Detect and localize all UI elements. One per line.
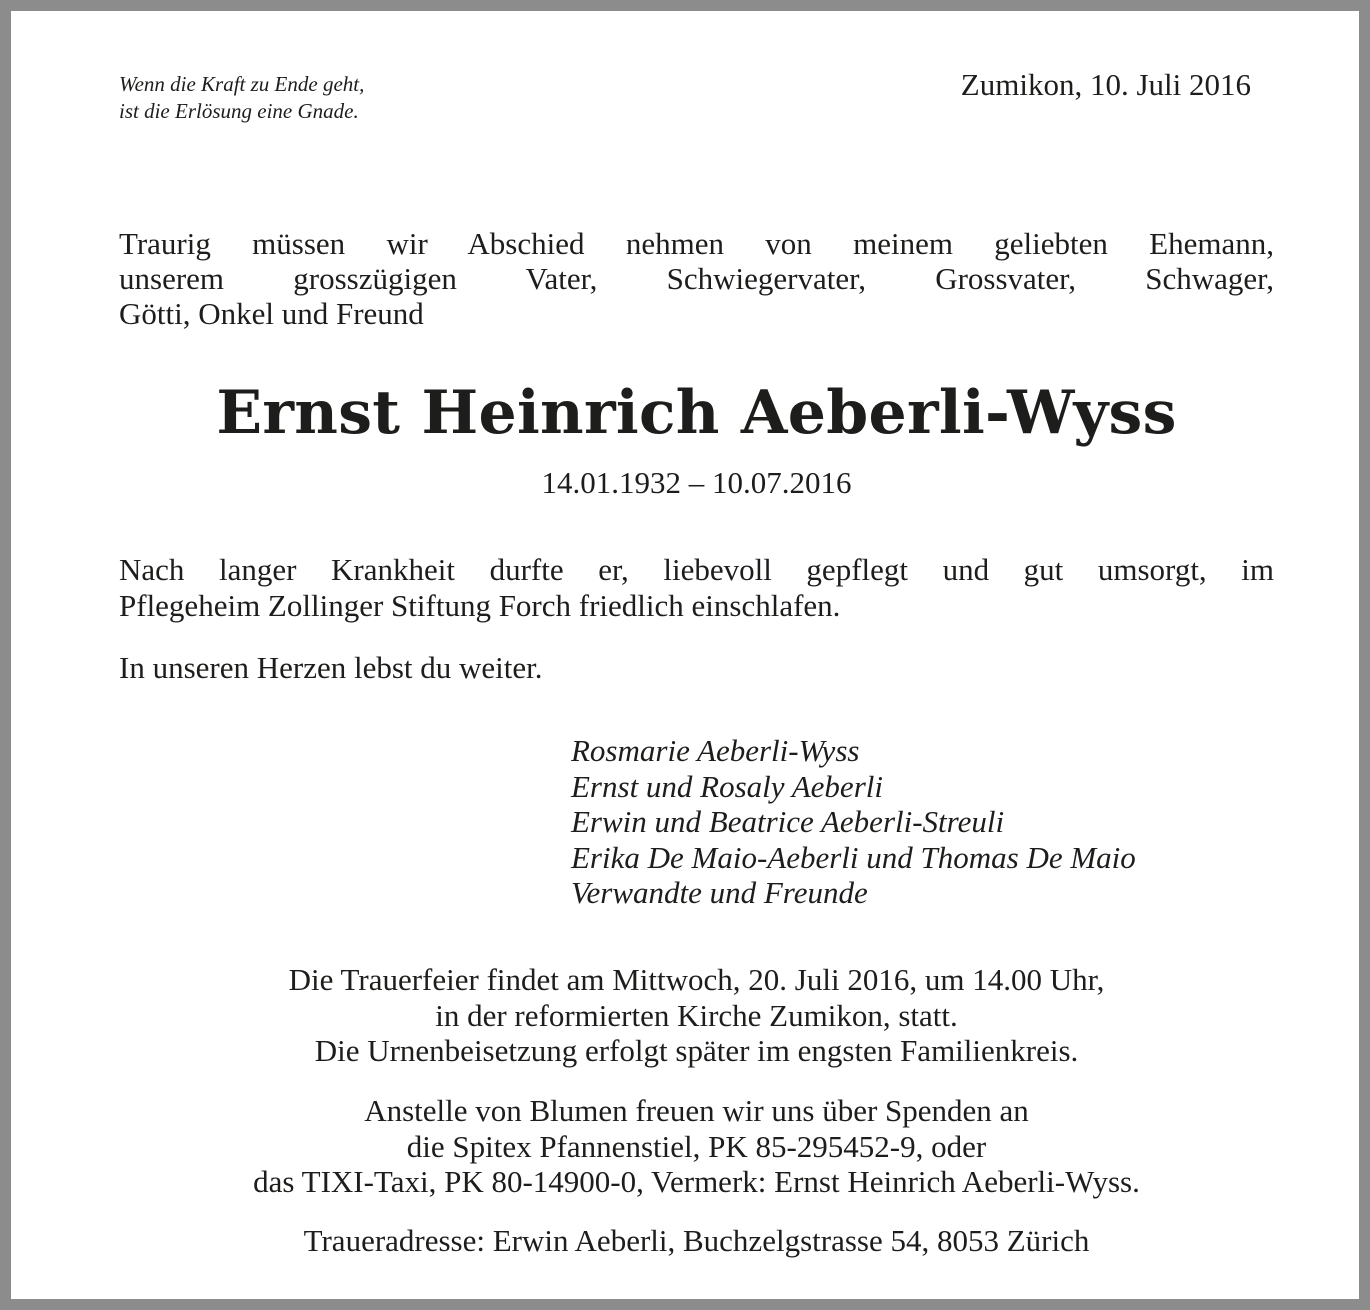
ceremony-line-3: Die Urnenbeisetzung erfolgt später im engsten Familienkreis. bbox=[314, 1033, 1079, 1068]
mourner-name: Erika De Maio-Aeberli und Thomas De Maio bbox=[571, 839, 1136, 875]
ceremony-line-2: in der reformierten Kirche Zumikon, statt. bbox=[435, 997, 958, 1033]
intro-line-3: Götti, Onkel und Freund bbox=[119, 296, 424, 331]
intro-line-1: Traurig müssen wir Abschied nehmen von meinem geliebten Ehemann, bbox=[119, 226, 1274, 261]
motto-line-1: Wenn die Kraft zu Ende geht, bbox=[119, 72, 365, 96]
motto-line-2: ist die Erlösung eine Gnade. bbox=[119, 99, 359, 123]
donation-line-1: Anstelle von Blumen freuen wir uns über Spenden an bbox=[364, 1093, 1029, 1128]
message-paragraph bbox=[119, 552, 1274, 624]
mourner-name: Erwin und Beatrice Aeberli-Streuli bbox=[571, 804, 1005, 839]
message-line-1: Nach langer Krankheit durfte er, liebevoll gepflegt und gut umsorgt, im bbox=[119, 552, 1274, 587]
ceremony-line-1: Die Trauerfeier findet am Mittwoch, 20. Juli 2016, um 14.00 Uhr, bbox=[288, 962, 1105, 997]
closing-line: In unseren Herzen lebst du weiter. bbox=[119, 650, 543, 685]
deceased-name: Ernst Heinrich Aeberli-Wyss bbox=[216, 378, 1177, 448]
mourner-name: Ernst und Rosaly Aeberli bbox=[571, 768, 883, 804]
mourner-name: Verwandte und Freunde bbox=[571, 875, 868, 910]
intro-paragraph bbox=[119, 226, 1274, 331]
donation-line-3: das TIXI-Taxi, PK 80-14900-0, Vermerk: Ernst Heinrich Aeberli-Wyss. bbox=[253, 1164, 1140, 1199]
donation-line-2: die Spitex Pfannenstiel, PK 85-295452-9, oder bbox=[406, 1128, 987, 1164]
mourners-list bbox=[571, 733, 1136, 911]
ceremony-info bbox=[119, 962, 1274, 1069]
mourning-address bbox=[119, 1223, 1274, 1259]
message-line-2: Pflegeheim Zollinger Stiftung Forch friedlich einschlafen. bbox=[119, 588, 841, 623]
lifespan-dates: 14.01.1932 – 10.07.2016 bbox=[541, 465, 852, 500]
address-line: Traueradresse: Erwin Aeberli, Buchzelgstrasse 54, 8053 Zürich bbox=[303, 1223, 1090, 1258]
mourner-name: Rosmarie Aeberli-Wyss bbox=[571, 733, 860, 768]
donation-info bbox=[119, 1093, 1274, 1200]
motto bbox=[119, 71, 364, 125]
intro-line-2: unserem grosszügigen Vater, Schwiegervater, Grossvater, Schwager, bbox=[119, 261, 1274, 296]
place-and-date: Zumikon, 10. Juli 2016 bbox=[960, 67, 1251, 102]
